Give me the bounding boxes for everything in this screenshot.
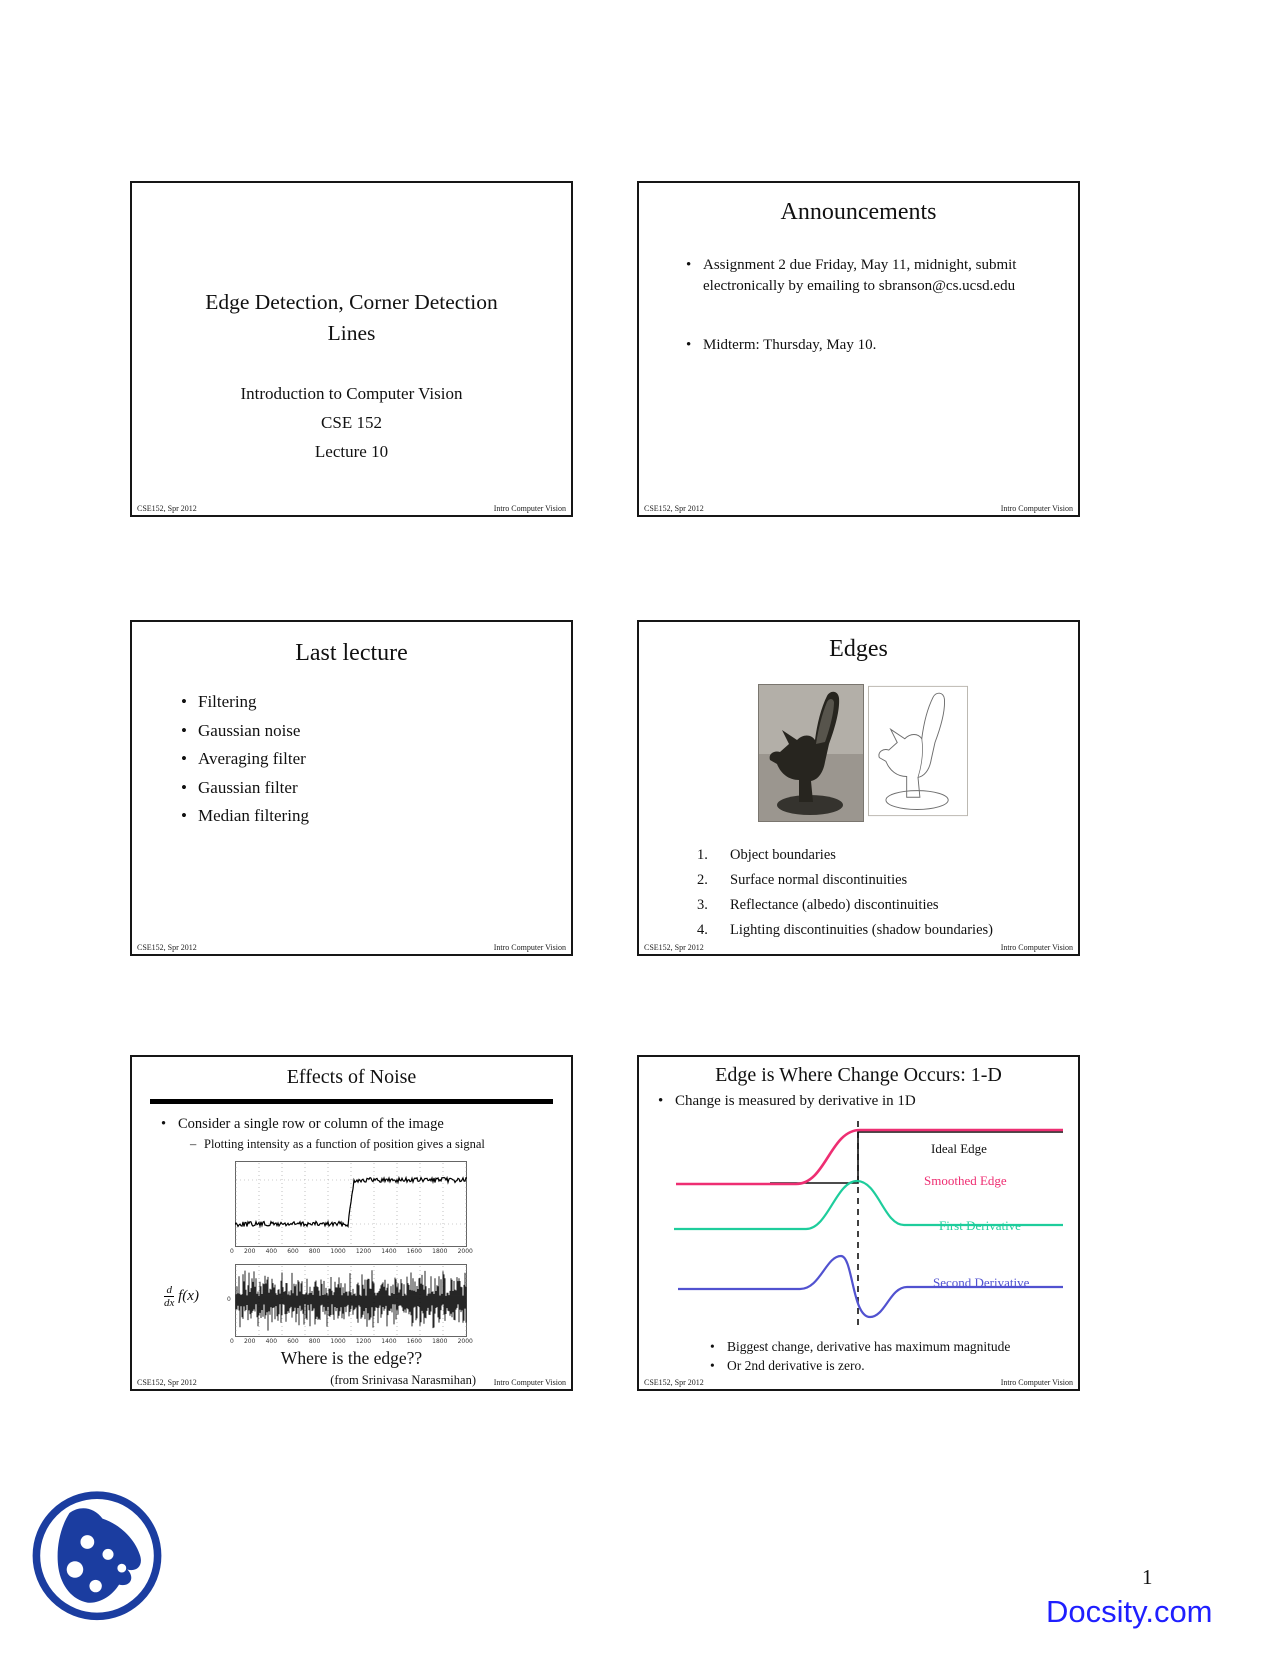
lecture-title xyxy=(132,287,571,349)
announcements-list xyxy=(683,255,1065,356)
item-text: Surface normal discontinuities xyxy=(730,872,908,888)
slide-footer-course: CSE152, Spr 2012 xyxy=(644,943,704,952)
lecture-title-line1: Edge Detection, Corner Detection xyxy=(205,290,498,314)
lecture-title-line2: Lines xyxy=(327,321,376,345)
fraction-numerator: d xyxy=(166,1284,172,1296)
edge-question: Where is the edge?? xyxy=(280,1348,423,1368)
docsity-logo-icon xyxy=(28,1480,166,1626)
topic-item: • Gaussian filter xyxy=(178,774,309,803)
slide-effects-of-noise xyxy=(130,1055,573,1391)
noise-bullet: • Consider a single row or column of the image xyxy=(158,1116,444,1133)
topic-item: • Median filtering xyxy=(178,802,309,831)
slide-announcements xyxy=(637,181,1080,517)
ideal-edge-label: Ideal Edge xyxy=(931,1141,987,1156)
slide-title xyxy=(130,181,573,517)
course-name: Introduction to Computer Vision xyxy=(240,384,463,403)
item-number: 2. xyxy=(697,872,708,888)
topic-item: • Averaging filter xyxy=(178,745,309,774)
slide-last-lecture xyxy=(130,620,573,956)
slide-title-text: Last lecture xyxy=(295,640,408,666)
conclusion-item: • Or 2nd derivative is zero. xyxy=(707,1357,1010,1376)
conclusion-list xyxy=(707,1338,1010,1375)
derivative-fraction xyxy=(164,1285,174,1308)
item-text: Object boundaries xyxy=(730,847,836,863)
edge-cause-item xyxy=(697,868,993,893)
function-symbol: f(x) xyxy=(178,1287,199,1304)
derivative-plot-x-ticks: 0 200 400 600 800 1000 1200 1400 1600 1800 2000 xyxy=(230,1338,473,1345)
announcement-item: • Assignment 2 due Friday, May 11, midnight, submit electronically by emailing to sbranson@cs.ucsd.edu xyxy=(683,255,1065,297)
item-text: Reflectance (albedo) discontinuities xyxy=(730,897,939,913)
slide-footer-right: Intro Computer Vision xyxy=(493,943,566,952)
topics-list xyxy=(178,688,309,831)
slide-title-text: Announcements xyxy=(780,199,937,225)
slide-edge-1d xyxy=(637,1055,1080,1391)
intensity-plot-x-ticks: 0 200 400 600 800 1000 1200 1400 1600 1800 2000 xyxy=(230,1248,473,1255)
edge-cause-item xyxy=(697,893,993,918)
fraction-denominator: dx xyxy=(164,1297,175,1309)
edge-causes-list xyxy=(697,843,993,943)
second-derivative-label: Second Derivative xyxy=(933,1275,1030,1290)
slide-footer-course: CSE152, Spr 2012 xyxy=(137,504,197,513)
lecture-subtitle xyxy=(132,379,571,466)
edge-cause-item xyxy=(697,843,993,868)
intensity-plot xyxy=(235,1161,467,1247)
slide-footer-course: CSE152, Spr 2012 xyxy=(644,1378,704,1387)
noise-sub-bullet: – Plotting intensity as a function of position gives a signal xyxy=(188,1137,627,1152)
lecture-number: Lecture 10 xyxy=(314,442,389,461)
topic-item: • Filtering xyxy=(178,688,309,717)
edge-cause-item xyxy=(697,918,993,943)
slide-footer-right: Intro Computer Vision xyxy=(1000,1378,1073,1387)
slide-footer-right: Intro Computer Vision xyxy=(1000,504,1073,513)
derivative-plot xyxy=(235,1264,467,1337)
slide-edges xyxy=(637,620,1080,956)
derivative-expression xyxy=(164,1285,199,1308)
slide-footer-course: CSE152, Spr 2012 xyxy=(137,1378,197,1387)
slide-title-text: Edges xyxy=(829,636,888,662)
slide-footer-course: CSE152, Spr 2012 xyxy=(644,504,704,513)
announcement-item: • Midterm: Thursday, May 10. xyxy=(683,335,1065,356)
item-number: 4. xyxy=(697,922,708,938)
attribution: (from Srinivasa Narasmihan) xyxy=(330,1373,476,1387)
item-number: 1. xyxy=(697,847,708,863)
smoothed-edge-label: Smoothed Edge xyxy=(924,1173,1007,1188)
y-zero-label: 0 xyxy=(227,1296,231,1303)
topic-item: • Gaussian noise xyxy=(178,717,309,746)
slide-footer-right: Intro Computer Vision xyxy=(1000,943,1073,952)
conclusion-item: • Biggest change, derivative has maximum magnitude xyxy=(707,1338,1010,1357)
sculpture-photo xyxy=(758,684,864,822)
docsity-watermark: Docsity.com xyxy=(1046,1594,1213,1629)
title-underline xyxy=(150,1099,553,1104)
first-derivative-label: First Derivative xyxy=(939,1218,1021,1233)
course-code: CSE 152 xyxy=(321,413,382,432)
page-number: 1 xyxy=(1142,1565,1153,1589)
slide-footer-course: CSE152, Spr 2012 xyxy=(137,943,197,952)
slide-footer-right: Intro Computer Vision xyxy=(493,1378,566,1387)
item-number: 3. xyxy=(697,897,708,913)
slide-title-text: Edge is Where Change Occurs: 1-D xyxy=(715,1064,1002,1086)
sculpture-line-drawing xyxy=(868,684,968,818)
item-text: Lighting discontinuities (shadow boundaries) xyxy=(730,922,993,938)
slide-footer-right: Intro Computer Vision xyxy=(493,504,566,513)
slide-title-text: Effects of Noise xyxy=(286,1066,417,1088)
derivative-bullet: • Change is measured by derivative in 1D xyxy=(655,1093,916,1110)
